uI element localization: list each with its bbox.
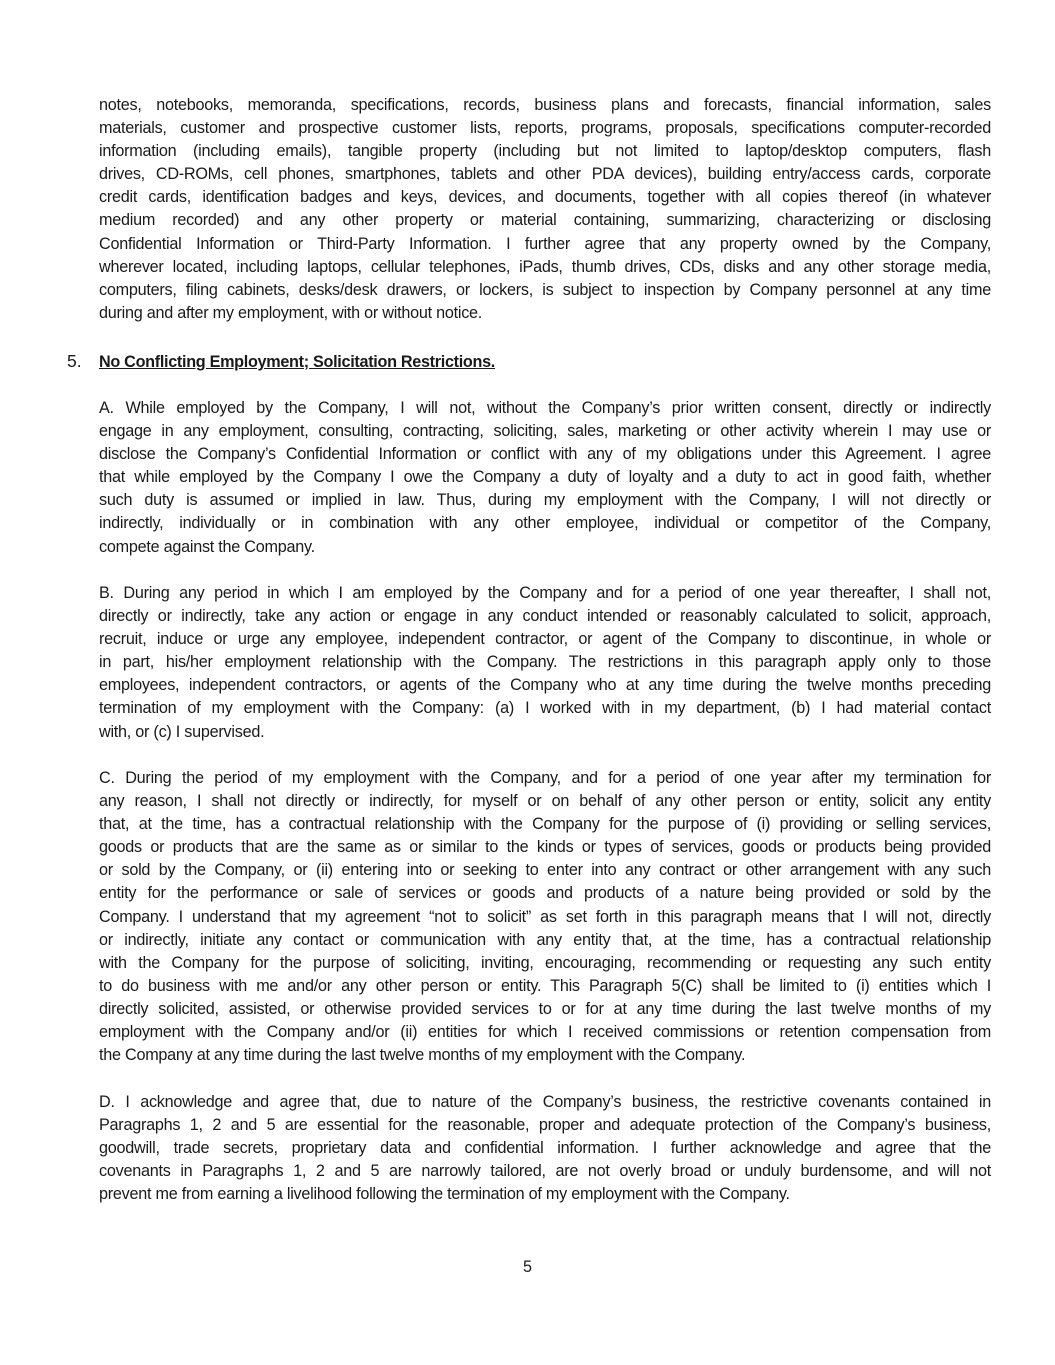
text-line: that while employed by the Company I owe the Company a duty of loyalty and a duty to act in good faith, whether: [99, 468, 991, 487]
text-line: Confidential Information or Third-Party Information. I further agree that any property owned by the Company,: [99, 234, 991, 253]
text-line: medium recorded) and any other property or material containing, summarizing, characterizing or disclosing: [99, 211, 991, 230]
text-line: with, or (c) I supervised.: [99, 722, 265, 741]
paragraph-c: [99, 767, 991, 1067]
text-line: the Company at any time during the last twelve months of my employment with the Company.: [99, 1046, 746, 1065]
text-line: disclose the Company’s Confidential Information or conflict with any of my obligations under this Agreement. I agree: [99, 445, 991, 464]
text-line: Paragraphs 1, 2 and 5 are essential for the reasonable, proper and adequate protection of the Company’s business,: [99, 1116, 991, 1135]
text-line: that, at the time, has a contractual relationship with the Company for the purpose of (i) providing or selling services,: [99, 815, 991, 834]
page-number: 5: [522, 1258, 532, 1276]
text-line: in part, his/her employment relationship with the Company. The restrictions in this paragraph apply only to those: [99, 653, 991, 672]
text-line: indirectly, individually or in combination with any other employee, individual or competitor of the Company,: [99, 514, 991, 533]
text-line: recruit, induce or urge any employee, independent contractor, or agent of the Company to discontinue, in whole or: [99, 630, 991, 649]
intro-paragraph: [99, 94, 991, 325]
text-line: entity for the performance or sale of services or goods and products of a nature being provided or sold by the: [99, 884, 991, 903]
text-line: drives, CD-ROMs, cell phones, smartphones, tablets and other PDA devices), building entry/access cards, corporate: [99, 165, 991, 184]
section-title: No Conflicting Employment; Solicitation Restrictions.: [99, 353, 496, 371]
text-line: engage in any employment, consulting, contracting, soliciting, sales, marketing or other activity wherein I may use or: [99, 422, 991, 441]
text-line: B. During any period in which I am employed by the Company and for a period of one year thereafter, I shall not,: [99, 584, 991, 602]
text-line: credit cards, identification badges and keys, devices, and documents, together with all copies thereof (in whatever: [99, 188, 991, 207]
text-line: covenants in Paragraphs 1, 2 and 5 are narrowly tailored, are not overly broad or unduly burdensome, and will not: [99, 1162, 991, 1181]
text-line: any reason, I shall not directly or indirectly, for myself or on behalf of any other person or entity, solicit any entity: [99, 792, 991, 811]
text-line: during and after my employment, with or without notice.: [99, 303, 483, 322]
paragraph-d: [99, 1091, 991, 1206]
text-line: or indirectly, initiate any contact or communication with any entity that, at the time, has a contractual relationship: [99, 930, 991, 949]
text-line: information (including emails), tangible property (including but not limited to laptop/desktop computers, flash: [99, 142, 991, 161]
text-line: employees, independent contractors, or agents of the Company who at any time during the twelve months preceding: [99, 676, 991, 695]
text-line: D. I acknowledge and agree that, due to nature of the Company’s business, the restrictive covenants contained in: [99, 1093, 991, 1111]
text-line: directly solicited, assisted, or otherwise provided services to or for at any time during the last twelve months of my: [99, 999, 991, 1018]
section-heading: [67, 350, 495, 374]
text-line: with the Company for the purpose of soliciting, inviting, encouraging, recommending or requesting any such entity: [99, 953, 991, 972]
text-line: such duty is assumed or implied in law. Thus, during my employment with the Company, I will not directly or: [99, 491, 991, 510]
text-line: Company. I understand that my agreement “not to solicit” as set forth in this paragraph means that I will not, directly: [99, 907, 991, 926]
paragraph-b: [99, 582, 991, 744]
text-line: materials, customer and prospective customer lists, reports, programs, proposals, specifications computer-recorded: [99, 119, 991, 138]
text-line: wherever located, including laptops, cellular telephones, iPads, thumb drives, CDs, disks and any other storage media,: [99, 257, 991, 276]
text-line: A. While employed by the Company, I will not, without the Company’s prior written consent, directly or indirectly: [99, 399, 991, 417]
text-line: C. During the period of my employment with the Company, and for a period of one year after my termination for: [99, 769, 991, 787]
text-line: notes, notebooks, memoranda, specifications, records, business plans and forecasts, financial information, sales: [99, 96, 991, 114]
text-line: directly or indirectly, take any action or engage in any conduct intended or reasonably calculated to solicit, approach,: [99, 607, 991, 626]
text-line: goods or products that are the same as or similar to the kinds or types of services, goods or products being provided: [99, 838, 991, 857]
text-line: prevent me from earning a livelihood following the termination of my employment with the Company.: [99, 1185, 790, 1204]
text-line: computers, filing cabinets, desks/desk drawers, or lockers, is subject to inspection by Company personnel at any time: [99, 280, 991, 299]
text-line: employment with the Company and/or (ii) entities for which I received commissions or retention compensation from: [99, 1023, 991, 1042]
text-line: to do business with me and/or any other person or entity. This Paragraph 5(C) shall be limited to (i) entities which I: [99, 976, 991, 995]
text-line: goodwill, trade secrets, proprietary data and confidential information. I further acknowledge and agree that the: [99, 1139, 991, 1158]
text-line: termination of my employment with the Company: (a) I worked with in my department, (b) I had material contact: [99, 699, 991, 718]
text-line: or sold by the Company, or (ii) entering into or seeking to enter into any contract or other arrangement with any such: [99, 861, 991, 880]
section-number: 5.: [67, 351, 82, 371]
paragraph-a: [99, 397, 991, 559]
text-line: compete against the Company.: [99, 537, 315, 556]
